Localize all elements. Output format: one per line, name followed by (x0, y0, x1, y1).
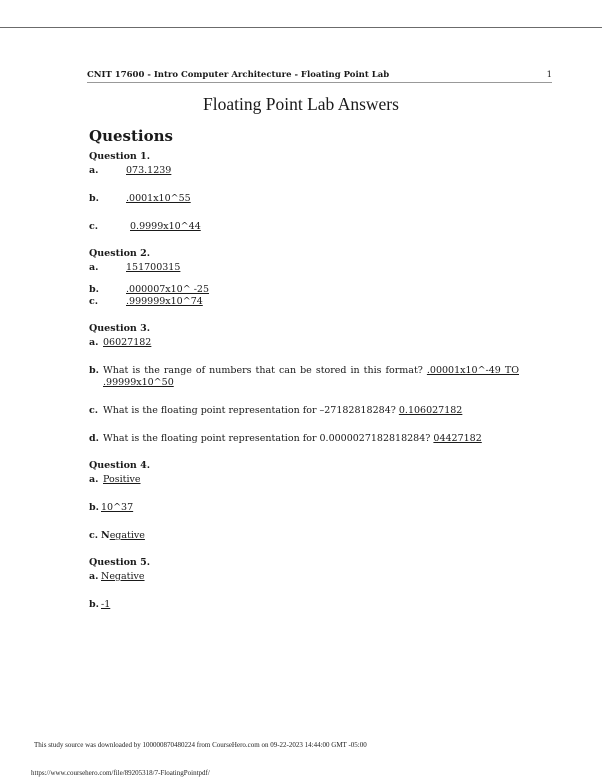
question-text-block (103, 405, 462, 417)
answer-text: 06027182 (103, 337, 152, 348)
document-title: Floating Point Lab Answers (203, 94, 399, 114)
question-text: What is the floating point representation for 0.0000027182818284? (103, 433, 431, 444)
page-number: 1 (546, 70, 552, 80)
item-label: a. (89, 262, 99, 273)
question-4 (89, 460, 519, 542)
answer-line (89, 221, 519, 233)
item-label: c. (89, 296, 99, 307)
answer-text: 151700315 (126, 262, 181, 273)
question-1 (89, 151, 519, 233)
answer-line (89, 599, 519, 611)
question-text-block (103, 365, 519, 389)
answer-line (89, 530, 519, 542)
answer-line (89, 165, 519, 177)
download-notice: This study source was downloaded by 100000870480224 from CourseHero.com on 09-22-2023 14:44:00 GMT -05:00 (34, 741, 367, 749)
item-label: a. (89, 337, 99, 348)
answer-line (89, 365, 519, 389)
course-header: CNIT 17600 - Intro Computer Architecture - Floating Point Lab (87, 70, 390, 80)
answer-text: 10^37 (101, 502, 134, 513)
answer-text: Negative (101, 571, 145, 582)
section-heading: Questions (89, 127, 173, 145)
item-label: a. (89, 165, 99, 176)
question-title: Question 2. (89, 248, 151, 259)
answer-line (89, 474, 519, 486)
question-text: What is the range of numbers that can be stored in this format? (103, 365, 423, 376)
answer-text: egative (109, 530, 145, 541)
answer-text: .0001x10^55 (126, 193, 191, 204)
item-label: b. (89, 193, 99, 204)
answer-text: 0.9999x10^44 (130, 221, 201, 232)
item-label: b. (89, 284, 99, 295)
answer-text: 0.106027182 (398, 405, 463, 416)
item-label: b. (89, 502, 99, 513)
question-title: Question 5. (89, 557, 151, 568)
item-label: a. (89, 474, 99, 485)
question-title: Question 4. (89, 460, 151, 471)
answer-line (89, 262, 519, 274)
answer-text: .00001x10^-49 TO .99999x10^50 (103, 365, 519, 388)
answer-line (89, 571, 519, 583)
source-url[interactable]: https://www.coursehero.com/file/89205318/7-FloatingPointpdf/ (31, 769, 210, 777)
document-body (89, 127, 519, 611)
top-rule (0, 27, 602, 28)
item-label: c. (89, 405, 99, 416)
item-label: c. (89, 221, 99, 232)
question-3 (89, 323, 519, 445)
item-label: d. (89, 433, 99, 444)
item-label: b. (89, 365, 99, 376)
item-label: a. (89, 571, 99, 582)
answer-text: 073.1239 (126, 165, 172, 176)
answer-text: 04427182 (433, 433, 482, 444)
answer-line (89, 296, 519, 308)
question-text: What is the floating point representation for –27182818284? (103, 405, 396, 416)
answer-line (89, 284, 519, 296)
answer-line (89, 433, 519, 445)
answer-text: -1 (101, 599, 111, 610)
answer-line (89, 337, 519, 349)
answer-text: Positive (103, 474, 141, 485)
question-text-block (103, 433, 482, 445)
question-title: Question 1. (89, 151, 151, 162)
answer-lead-letter: N (101, 530, 110, 541)
running-header (87, 70, 552, 83)
answer-text: .999999x10^74 (126, 296, 203, 307)
answer-text: .000007x10^ -25 (126, 284, 210, 295)
question-5 (89, 557, 519, 611)
question-title: Question 3. (89, 323, 151, 334)
item-label: b. (89, 599, 99, 610)
answer-line (89, 405, 519, 417)
question-2 (89, 248, 519, 308)
item-label: c. (89, 530, 99, 541)
answer-line (89, 193, 519, 205)
answer-line (89, 502, 519, 514)
